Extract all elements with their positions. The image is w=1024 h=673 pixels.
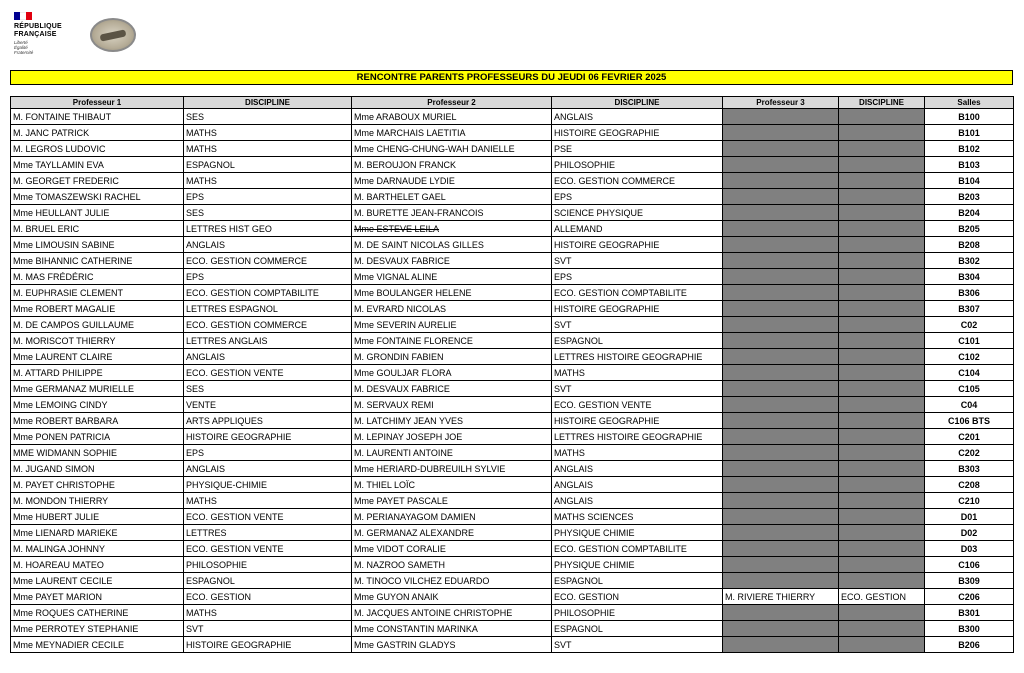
- cell-professeur-1: Mme GERMANAZ MURIELLE: [11, 381, 184, 397]
- table-row: [11, 253, 1014, 269]
- cell-discipline-2: EPS: [552, 269, 723, 285]
- cell-discipline-2: ANGLAIS: [552, 493, 723, 509]
- cell-discipline-1: ECO. GESTION VENTE: [184, 365, 352, 381]
- cell-discipline-3: [839, 477, 925, 493]
- cell-professeur-3: [723, 637, 839, 653]
- cell-discipline-2: ANGLAIS: [552, 461, 723, 477]
- cell-discipline-1: EPS: [184, 445, 352, 461]
- cell-salle: C210: [925, 493, 1014, 509]
- cell-professeur-1: M. DE CAMPOS GUILLAUME: [11, 317, 184, 333]
- cell-discipline-3: ECO. GESTION: [839, 589, 925, 605]
- table-row: [11, 461, 1014, 477]
- cell-salle: B306: [925, 285, 1014, 301]
- cell-salle: C104: [925, 365, 1014, 381]
- cell-discipline-3: [839, 381, 925, 397]
- cell-professeur-1: Mme BIHANNIC CATHERINE: [11, 253, 184, 269]
- cell-discipline-2: ESPAGNOL: [552, 573, 723, 589]
- cell-professeur-1: Mme LEMOING CINDY: [11, 397, 184, 413]
- cell-discipline-1: LETTRES ESPAGNOL: [184, 301, 352, 317]
- cell-discipline-1: ESPAGNOL: [184, 573, 352, 589]
- cell-professeur-3: [723, 509, 839, 525]
- cell-discipline-2: HISTOIRE GEOGRAPHIE: [552, 237, 723, 253]
- cell-discipline-3: [839, 461, 925, 477]
- cell-discipline-1: SES: [184, 381, 352, 397]
- cell-professeur-1: M. MAS FRÉDÉRIC: [11, 269, 184, 285]
- cell-salle: B204: [925, 205, 1014, 221]
- cell-professeur-1: MME WIDMANN SOPHIE: [11, 445, 184, 461]
- cell-professeur-2: M. LATCHIMY JEAN YVES: [352, 413, 552, 429]
- cell-professeur-1: Mme LAURENT CECILE: [11, 573, 184, 589]
- cell-professeur-2: Mme GUYON ANAIK: [352, 589, 552, 605]
- table-row: [11, 125, 1014, 141]
- republic-motto: [14, 40, 74, 55]
- cell-salle: B100: [925, 109, 1014, 125]
- table-body: [11, 109, 1014, 653]
- cell-discipline-2: ALLEMAND: [552, 221, 723, 237]
- cell-professeur-2: M. GERMANAZ ALEXANDRE: [352, 525, 552, 541]
- cell-salle: B102: [925, 141, 1014, 157]
- cell-professeur-1: M. GEORGET FREDERIC: [11, 173, 184, 189]
- cell-discipline-1: ESPAGNOL: [184, 157, 352, 173]
- header-salles: Salles: [925, 97, 1014, 109]
- cell-salle: C101: [925, 333, 1014, 349]
- cell-professeur-2: Mme CHENG-CHUNG-WAH DANIELLE: [352, 141, 552, 157]
- cell-professeur-2: Mme ESTEVE LEILA: [352, 221, 552, 237]
- table-row: [11, 477, 1014, 493]
- cell-discipline-2: ANGLAIS: [552, 109, 723, 125]
- cell-professeur-2: Mme FONTAINE FLORENCE: [352, 333, 552, 349]
- cell-discipline-3: [839, 109, 925, 125]
- table-row: [11, 397, 1014, 413]
- cell-discipline-3: [839, 221, 925, 237]
- cell-professeur-3: [723, 109, 839, 125]
- cell-discipline-3: [839, 525, 925, 541]
- cell-professeur-2: M. SERVAUX REMI: [352, 397, 552, 413]
- cell-discipline-2: SCIENCE PHYSIQUE: [552, 205, 723, 221]
- cell-discipline-1: ECO. GESTION VENTE: [184, 509, 352, 525]
- cell-salle: C208: [925, 477, 1014, 493]
- cell-professeur-2: M. TINOCO VILCHEZ EDUARDO: [352, 573, 552, 589]
- cell-professeur-2: M. BEROUJON FRANCK: [352, 157, 552, 173]
- table-row: [11, 285, 1014, 301]
- cell-professeur-1: Mme PONEN PATRICIA: [11, 429, 184, 445]
- table-row: [11, 317, 1014, 333]
- cell-salle: C105: [925, 381, 1014, 397]
- cell-professeur-1: M. JANC PATRICK: [11, 125, 184, 141]
- cell-professeur-3: [723, 173, 839, 189]
- table-row: [11, 301, 1014, 317]
- cell-discipline-2: LETTRES HISTOIRE GEOGRAPHIE: [552, 349, 723, 365]
- teachers-table: [10, 96, 1014, 653]
- cell-professeur-3: [723, 621, 839, 637]
- cell-professeur-1: Mme PERROTEY STEPHANIE: [11, 621, 184, 637]
- cell-discipline-1: ANGLAIS: [184, 349, 352, 365]
- cell-professeur-1: Mme LAURENT CLAIRE: [11, 349, 184, 365]
- table-row: [11, 221, 1014, 237]
- cell-discipline-2: LETTRES HISTOIRE GEOGRAPHIE: [552, 429, 723, 445]
- header-professeur-3: Professeur 3: [723, 97, 839, 109]
- cell-discipline-1: LETTRES ANGLAIS: [184, 333, 352, 349]
- cell-discipline-3: [839, 541, 925, 557]
- cell-discipline-2: PHYSIQUE CHIMIE: [552, 557, 723, 573]
- cell-discipline-2: MATHS: [552, 445, 723, 461]
- table-row: [11, 333, 1014, 349]
- cell-professeur-2: Mme VIDOT CORALIE: [352, 541, 552, 557]
- cell-discipline-1: VENTE: [184, 397, 352, 413]
- cell-professeur-3: [723, 221, 839, 237]
- table-row: [11, 189, 1014, 205]
- cell-discipline-3: [839, 253, 925, 269]
- cell-discipline-1: MATHS: [184, 141, 352, 157]
- cell-salle: C202: [925, 445, 1014, 461]
- cell-professeur-1: M. LEGROS LUDOVIC: [11, 141, 184, 157]
- cell-discipline-3: [839, 445, 925, 461]
- header-discipline-2: DISCIPLINE: [552, 97, 723, 109]
- cell-discipline-2: PHILOSOPHIE: [552, 605, 723, 621]
- cell-discipline-3: [839, 269, 925, 285]
- table-row: [11, 349, 1014, 365]
- cell-professeur-1: Mme PAYET MARION: [11, 589, 184, 605]
- cell-discipline-3: [839, 429, 925, 445]
- table-row: [11, 605, 1014, 621]
- cell-professeur-3: [723, 205, 839, 221]
- cell-professeur-3: [723, 349, 839, 365]
- table-row: [11, 541, 1014, 557]
- table-row: [11, 237, 1014, 253]
- cell-professeur-1: M. ATTARD PHILIPPE: [11, 365, 184, 381]
- cell-discipline-1: ECO. GESTION COMPTABILITE: [184, 285, 352, 301]
- cell-professeur-1: Mme HEULLANT JULIE: [11, 205, 184, 221]
- table-row: [11, 109, 1014, 125]
- cell-salle: B300: [925, 621, 1014, 637]
- table-row: [11, 429, 1014, 445]
- cell-discipline-2: ANGLAIS: [552, 477, 723, 493]
- table-row: [11, 269, 1014, 285]
- cell-professeur-2: M. DESVAUX FABRICE: [352, 381, 552, 397]
- cell-professeur-2: M. EVRARD NICOLAS: [352, 301, 552, 317]
- school-logo-icon: [90, 18, 136, 52]
- cell-professeur-2: Mme ARABOUX MURIEL: [352, 109, 552, 125]
- cell-professeur-1: M. BRUEL ERIC: [11, 221, 184, 237]
- cell-discipline-1: ECO. GESTION COMMERCE: [184, 253, 352, 269]
- cell-professeur-1: M. MONDON THIERRY: [11, 493, 184, 509]
- cell-professeur-3: [723, 605, 839, 621]
- cell-professeur-3: [723, 237, 839, 253]
- cell-salle: B104: [925, 173, 1014, 189]
- cell-professeur-1: Mme TAYLLAMIN EVA: [11, 157, 184, 173]
- cell-discipline-3: [839, 397, 925, 413]
- cell-professeur-2: Mme SEVERIN AURELIE: [352, 317, 552, 333]
- cell-discipline-1: MATHS: [184, 125, 352, 141]
- cell-discipline-1: MATHS: [184, 493, 352, 509]
- cell-salle: B101: [925, 125, 1014, 141]
- cell-professeur-1: Mme LIMOUSIN SABINE: [11, 237, 184, 253]
- table-row: [11, 557, 1014, 573]
- cell-discipline-2: SVT: [552, 317, 723, 333]
- cell-salle: C04: [925, 397, 1014, 413]
- table-row: [11, 141, 1014, 157]
- cell-discipline-2: ESPAGNOL: [552, 333, 723, 349]
- cell-discipline-1: ECO. GESTION COMMERCE: [184, 317, 352, 333]
- cell-professeur-2: Mme VIGNAL ALINE: [352, 269, 552, 285]
- cell-discipline-1: SES: [184, 109, 352, 125]
- cell-discipline-2: ECO. GESTION COMPTABILITE: [552, 541, 723, 557]
- cell-discipline-3: [839, 637, 925, 653]
- cell-salle: D03: [925, 541, 1014, 557]
- cell-discipline-3: [839, 493, 925, 509]
- header-discipline-1: DISCIPLINE: [184, 97, 352, 109]
- cell-professeur-3: [723, 125, 839, 141]
- cell-professeur-2: Mme PAYET PASCALE: [352, 493, 552, 509]
- cell-salle: B103: [925, 157, 1014, 173]
- table-row: [11, 413, 1014, 429]
- cell-professeur-2: M. BURETTE JEAN-FRANCOIS: [352, 205, 552, 221]
- cell-professeur-1: M. JUGAND SIMON: [11, 461, 184, 477]
- header-discipline-3: DISCIPLINE: [839, 97, 925, 109]
- cell-discipline-2: HISTOIRE GEOGRAPHIE: [552, 413, 723, 429]
- cell-professeur-1: Mme ROBERT BARBARA: [11, 413, 184, 429]
- cell-professeur-3: [723, 573, 839, 589]
- table-row: [11, 573, 1014, 589]
- cell-professeur-1: M. MALINGA JOHNNY: [11, 541, 184, 557]
- republic-title-line2: FRANÇAISE: [14, 31, 57, 38]
- cell-discipline-2: MATHS: [552, 365, 723, 381]
- cell-discipline-2: HISTOIRE GEOGRAPHIE: [552, 125, 723, 141]
- cell-salle: C106: [925, 557, 1014, 573]
- cell-professeur-2: M. JACQUES ANTOINE CHRISTOPHE: [352, 605, 552, 621]
- cell-discipline-2: SVT: [552, 381, 723, 397]
- cell-professeur-1: Mme TOMASZEWSKI RACHEL: [11, 189, 184, 205]
- table-row: [11, 589, 1014, 605]
- motto-line1: Liberté: [14, 40, 28, 45]
- cell-professeur-3: [723, 461, 839, 477]
- cell-professeur-2: Mme MARCHAIS LAETITIA: [352, 125, 552, 141]
- cell-discipline-3: [839, 125, 925, 141]
- cell-discipline-1: ANGLAIS: [184, 461, 352, 477]
- cell-salle: B304: [925, 269, 1014, 285]
- cell-discipline-1: PHILOSOPHIE: [184, 557, 352, 573]
- cell-discipline-1: ECO. GESTION VENTE: [184, 541, 352, 557]
- cell-professeur-3: [723, 333, 839, 349]
- table-row: [11, 621, 1014, 637]
- cell-professeur-3: [723, 413, 839, 429]
- cell-professeur-3: [723, 477, 839, 493]
- cell-professeur-2: M. LAURENTI ANTOINE: [352, 445, 552, 461]
- cell-salle: B309: [925, 573, 1014, 589]
- republic-title-line1: RÉPUBLIQUE: [14, 23, 62, 30]
- cell-salle: B307: [925, 301, 1014, 317]
- cell-salle: B206: [925, 637, 1014, 653]
- cell-discipline-3: [839, 157, 925, 173]
- cell-professeur-2: Mme HERIARD-DUBREUILH SYLVIE: [352, 461, 552, 477]
- cell-professeur-3: [723, 541, 839, 557]
- cell-professeur-1: Mme ROQUES CATHERINE: [11, 605, 184, 621]
- cell-discipline-1: ANGLAIS: [184, 237, 352, 253]
- cell-professeur-3: M. RIVIERE THIERRY: [723, 589, 839, 605]
- cell-discipline-1: ECO. GESTION: [184, 589, 352, 605]
- cell-professeur-3: [723, 253, 839, 269]
- cell-discipline-2: EPS: [552, 189, 723, 205]
- flag-icon: [14, 12, 32, 20]
- table-row: [11, 365, 1014, 381]
- cell-professeur-2: M. PERIANAYAGOM DAMIEN: [352, 509, 552, 525]
- cell-discipline-2: SVT: [552, 637, 723, 653]
- cell-discipline-1: SES: [184, 205, 352, 221]
- cell-professeur-1: M. PAYET CHRISTOPHE: [11, 477, 184, 493]
- cell-discipline-3: [839, 237, 925, 253]
- cell-salle: D01: [925, 509, 1014, 525]
- cell-salle: B301: [925, 605, 1014, 621]
- cell-discipline-2: PHILOSOPHIE: [552, 157, 723, 173]
- cell-discipline-3: [839, 621, 925, 637]
- cell-professeur-1: Mme LIENARD MARIEKE: [11, 525, 184, 541]
- cell-discipline-3: [839, 365, 925, 381]
- cell-professeur-2: M. THIEL LOÏC: [352, 477, 552, 493]
- table-row: [11, 525, 1014, 541]
- cell-discipline-2: SVT: [552, 253, 723, 269]
- cell-discipline-1: MATHS: [184, 173, 352, 189]
- cell-discipline-3: [839, 317, 925, 333]
- cell-professeur-3: [723, 381, 839, 397]
- cell-professeur-3: [723, 445, 839, 461]
- cell-professeur-2: M. DE SAINT NICOLAS GILLES: [352, 237, 552, 253]
- cell-discipline-2: HISTOIRE GEOGRAPHIE: [552, 301, 723, 317]
- cell-professeur-3: [723, 525, 839, 541]
- cell-discipline-3: [839, 509, 925, 525]
- cell-discipline-2: ECO. GESTION: [552, 589, 723, 605]
- banner-title: RENCONTRE PARENTS PROFESSEURS DU JEUDI 06 FEVRIER 2025: [10, 70, 1013, 85]
- cell-professeur-1: Mme MEYNADIER CECILE: [11, 637, 184, 653]
- cell-professeur-1: Mme HUBERT JULIE: [11, 509, 184, 525]
- cell-salle: C206: [925, 589, 1014, 605]
- table-row: [11, 381, 1014, 397]
- cell-discipline-3: [839, 301, 925, 317]
- cell-salle: B203: [925, 189, 1014, 205]
- cell-salle: B205: [925, 221, 1014, 237]
- cell-professeur-1: Mme ROBERT MAGALIE: [11, 301, 184, 317]
- motto-line3: Fraternité: [14, 50, 34, 55]
- cell-professeur-2: M. GRONDIN FABIEN: [352, 349, 552, 365]
- cell-professeur-3: [723, 285, 839, 301]
- cell-discipline-3: [839, 141, 925, 157]
- table-header-row: [11, 97, 1014, 109]
- table-row: [11, 445, 1014, 461]
- cell-professeur-2: M. NAZROO SAMETH: [352, 557, 552, 573]
- table-row: [11, 173, 1014, 189]
- cell-discipline-2: PSE: [552, 141, 723, 157]
- cell-salle: C201: [925, 429, 1014, 445]
- cell-discipline-3: [839, 333, 925, 349]
- cell-professeur-2: Mme GOULJAR FLORA: [352, 365, 552, 381]
- cell-professeur-1: M. MORISCOT THIERRY: [11, 333, 184, 349]
- cell-discipline-3: [839, 557, 925, 573]
- cell-discipline-1: EPS: [184, 269, 352, 285]
- table-row: [11, 493, 1014, 509]
- cell-discipline-3: [839, 189, 925, 205]
- table-row: [11, 509, 1014, 525]
- cell-discipline-2: ECO. GESTION VENTE: [552, 397, 723, 413]
- cell-discipline-2: PHYSIQUE CHIMIE: [552, 525, 723, 541]
- cell-professeur-2: M. BARTHELET GAEL: [352, 189, 552, 205]
- cell-discipline-1: MATHS: [184, 605, 352, 621]
- cell-professeur-2: Mme BOULANGER HELENE: [352, 285, 552, 301]
- cell-discipline-2: ESPAGNOL: [552, 621, 723, 637]
- cell-professeur-2: Mme GASTRIN GLADYS: [352, 637, 552, 653]
- cell-professeur-3: [723, 557, 839, 573]
- cell-professeur-3: [723, 317, 839, 333]
- cell-discipline-2: MATHS SCIENCES: [552, 509, 723, 525]
- table-row: [11, 157, 1014, 173]
- cell-discipline-1: EPS: [184, 189, 352, 205]
- cell-salle: D02: [925, 525, 1014, 541]
- cell-professeur-3: [723, 397, 839, 413]
- cell-professeur-1: M. EUPHRASIE CLEMENT: [11, 285, 184, 301]
- cell-professeur-3: [723, 189, 839, 205]
- cell-professeur-3: [723, 301, 839, 317]
- cell-discipline-1: HISTOIRE GEOGRAPHIE: [184, 429, 352, 445]
- cell-discipline-1: SVT: [184, 621, 352, 637]
- cell-professeur-3: [723, 365, 839, 381]
- cell-discipline-3: [839, 205, 925, 221]
- cell-professeur-2: Mme DARNAUDE LYDIE: [352, 173, 552, 189]
- cell-professeur-3: [723, 157, 839, 173]
- cell-salle: C106 BTS: [925, 413, 1014, 429]
- cell-discipline-2: ECO. GESTION COMMERCE: [552, 173, 723, 189]
- cell-professeur-3: [723, 429, 839, 445]
- cell-discipline-2: ECO. GESTION COMPTABILITE: [552, 285, 723, 301]
- republique-francaise-logo: [14, 12, 74, 62]
- table-row: [11, 637, 1014, 653]
- header-professeur-2: Professeur 2: [352, 97, 552, 109]
- cell-discipline-1: LETTRES HIST GEO: [184, 221, 352, 237]
- cell-discipline-1: PHYSIQUE-CHIMIE: [184, 477, 352, 493]
- cell-discipline-3: [839, 573, 925, 589]
- table-row: [11, 205, 1014, 221]
- cell-discipline-3: [839, 413, 925, 429]
- republic-title: [14, 23, 74, 39]
- cell-salle: C02: [925, 317, 1014, 333]
- cell-salle: B302: [925, 253, 1014, 269]
- cell-discipline-3: [839, 285, 925, 301]
- cell-professeur-1: M. FONTAINE THIBAUT: [11, 109, 184, 125]
- cell-discipline-3: [839, 173, 925, 189]
- motto-line2: Égalité: [14, 45, 28, 50]
- cell-discipline-3: [839, 349, 925, 365]
- cell-professeur-2: Mme CONSTANTIN MARINKA: [352, 621, 552, 637]
- header-professeur-1: Professeur 1: [11, 97, 184, 109]
- cell-professeur-2: M. DESVAUX FABRICE: [352, 253, 552, 269]
- cell-salle: B303: [925, 461, 1014, 477]
- cell-discipline-1: ARTS APPLIQUES: [184, 413, 352, 429]
- cell-professeur-3: [723, 141, 839, 157]
- cell-discipline-3: [839, 605, 925, 621]
- cell-discipline-1: LETTRES: [184, 525, 352, 541]
- header: [14, 10, 214, 62]
- flag-red-stripe: [26, 12, 32, 20]
- cell-professeur-1: M. HOAREAU MATEO: [11, 557, 184, 573]
- cell-salle: B208: [925, 237, 1014, 253]
- cell-professeur-3: [723, 493, 839, 509]
- cell-salle: C102: [925, 349, 1014, 365]
- cell-professeur-2: M. LEPINAY JOSEPH JOE: [352, 429, 552, 445]
- cell-professeur-3: [723, 269, 839, 285]
- cell-discipline-1: HISTOIRE GEOGRAPHIE: [184, 637, 352, 653]
